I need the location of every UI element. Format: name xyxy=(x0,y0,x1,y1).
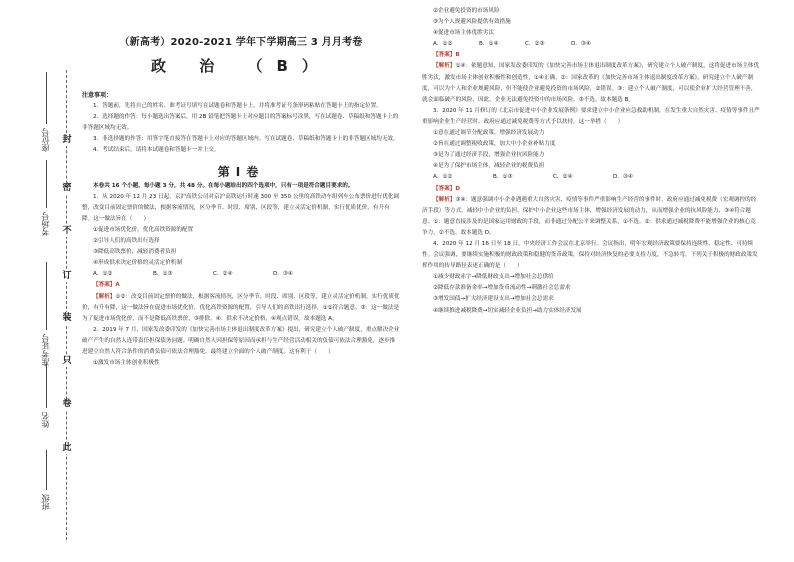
field-line xyxy=(46,364,47,408)
choice-b: B．①④ xyxy=(479,41,499,48)
explanation-tag: 【解析】 xyxy=(433,63,456,70)
field-seat-number: 座位号 xyxy=(41,128,50,152)
question-2-choices xyxy=(422,39,760,50)
field-line xyxy=(46,450,47,490)
question-1-explanation xyxy=(82,292,400,325)
question-2-option: ②企业避免投资的市场风险 xyxy=(433,8,500,14)
choice-b: B．①③ xyxy=(153,271,173,278)
question-3-option: ②旨在通过调整税收政策，加大中小企业补贴力度 xyxy=(433,141,556,148)
question-3-option: ①意在通过调节分配政策，增强经济发展动力 xyxy=(433,130,545,137)
choice-b: B．①③ xyxy=(493,174,513,181)
seal-char: 订 xyxy=(60,270,74,282)
question-3-stem: 3．2020 年 11 月修订的《北京市促进中小企业发展条例》要求建立中小企业应急救助机制，在发生重大自然灾害、疫情等事件且严重影响企业生产经营时，政府应通过减免税费等方式予以扶持。这一举措（ ） xyxy=(422,107,760,125)
question-2-option: ①激发市场主体创业积极性 xyxy=(93,360,160,367)
question-2-explanation xyxy=(422,61,760,105)
question-3-option: ④是为了保护市场主体，减轻企业的税费负担 xyxy=(433,163,545,170)
explanation-text: ③④：题意强调中小企业遇遇重大自然灾害、疫情等事件严重影响生产经营的事件时，政府应通过减免税费（宏观调控的经济手段）等方式，减轻中小企业的负担，保护中小企业这些市场主体，增强经济发展的动力，从而增强企业的抗风险能力，③④符合题意。①：题意直接涉及的是国家运用财政的手段，而非通过分配公平来调整关系，①不选。②：供求通过减税降费不能增强企业的核心竞争力，②不选。故本题选 D。 xyxy=(422,196,757,236)
question-2-stem: 2．2019 年 7 月，国家发改委印发的《加快完善市场主体退出制度改革方案》提出，研究建立个人破产制度，重点解决企业破产产生的自然人连带责任担保债务问题。明确自然人因担保等原因而承担与生产经营活动相关的负债可依法合理豁免，逐步推进建立自然人符合条件的消费负债可依法合理豁免，最终建立全面的个人破产制度。这有利于（ ） xyxy=(82,326,400,355)
choice-c: C．②④ xyxy=(213,271,233,278)
notes-item: 1．答题前，先将自己的姓名、准考证号填写在试题卷和答题卡上，并将准考证号条形码粘贴在答题卡上的指定位置。 xyxy=(93,103,382,110)
question-4-stem: 4．2020 年 12 月 16 日至 18 日，中央经济工作会议在北京举行。会议指出，明年宏观经济政策要保持连续性、稳定性、可持续性。会议强调，要继续实施积极的财政政策和稳健的货币政策，保持对经济恢复的必要支持力度，不急转弯。下列关于积极的财政政策发挥作用的传导路径表述正确的是（ ） xyxy=(422,240,758,270)
seal-char: 不 xyxy=(60,225,74,237)
section-instruction: 本卷共 16 个小题，每小题 3 分，共 48 分。在每小题给出的四个选项中，只有一项是符合题目要求的。 xyxy=(93,182,354,189)
choice-a: A．①② xyxy=(433,174,453,181)
seal-char: 密 xyxy=(60,182,74,194)
explanation-text: ①④：依题意知，国家发改委印发的《加快完善市场主体退出制度改革方案》，研究建立个人破产制度，这将促进市场主体优胜劣汰，激发市场主体创业积极性和创造性，①④正确。②：国家改革的《加快完善市场主体退出制度改革方案》，研究建立个人破产制度，可以为个人和企业规避风险，但不能使企业避免投资的市场风险，②错误。③：建立个人破产制度，可以使企业扩大经营管理不善，就会面临破产的风险，因此，企业无法避免投资中的市场风险，③不选。故本题选 B。 xyxy=(422,63,760,103)
notes-item: 3．非选择题的作答：用签字笔直接答在答题卡上对应的答题区域内。写在试题卷、草稿纸和答题卡上的非答题区域均无效。 xyxy=(93,136,399,143)
right-column xyxy=(422,0,760,317)
choice-a: A．①② xyxy=(433,41,453,48)
explanation-tag: 【解析】 xyxy=(433,196,456,203)
choice-a: A．①② xyxy=(93,271,113,278)
subject-title: 政 治 （B） xyxy=(151,57,331,75)
field-name: 姓名 xyxy=(41,412,50,428)
question-1-choices xyxy=(82,269,400,280)
question-1-option: ④形成供求决定价格的灵活定价机制 xyxy=(93,260,182,267)
question-1-option: ①促进市场优化价，优化高铁资源的配置 xyxy=(93,226,194,233)
section-title: 第Ⅰ卷 xyxy=(217,164,265,179)
field-admission-number: 准考证号 xyxy=(41,334,50,366)
left-column xyxy=(82,0,400,369)
seal-char: 封 xyxy=(60,134,74,146)
notes-item: 2．选择题的作答：每小题选出答案后，用 2B 铅笔把答题卡上对应题目的答案标号涂黑，写在试题卷、草稿纸和答题卡上的非答题区域均无效。 xyxy=(82,114,399,132)
seal-char: 只 xyxy=(60,355,74,367)
explanation-tag: 【解析】 xyxy=(93,293,116,300)
question-3-choices xyxy=(422,172,760,183)
question-1-option: ③降低高铁票价，减轻消费者负担 xyxy=(93,249,177,256)
field-line xyxy=(46,160,47,208)
question-4-option: ③增发国债→扩大经济建设支出→增加社会总需求 xyxy=(433,296,554,303)
choice-d: D．③④ xyxy=(613,174,633,181)
explanation-text: ①②：改变目前固定票价的做法，根据客流情况，区分季节、时段、席别、区段等，建立灵活定价机制，实行优质优价，有升有降，这一做法旨在促进市场优化价，优化高铁资源的配置，引导人们的高铁出行选择，①②符合题意。③：这一做法是为了促进市场优化价，而不是降低高铁票价，③排除。④：供求不决定价格，④观点错误。故本题选 A。 xyxy=(82,293,400,322)
field-class: 班级 xyxy=(41,494,50,510)
seal-char: 此 xyxy=(60,442,74,454)
question-2-answer: 【答案】B xyxy=(433,52,460,59)
question-2-option: ④促进市场主体优胜劣汰 xyxy=(433,30,494,37)
question-1-option: ②引导人们的高铁出行选择 xyxy=(93,238,160,245)
choice-c: C．②④ xyxy=(553,174,573,181)
field-exam-room: 考场号 xyxy=(41,212,50,236)
question-4-option: ①减少财政赤字→降低财政支出→增加社会总供给 xyxy=(433,274,554,281)
question-3-explanation xyxy=(422,195,760,239)
choice-d: D．③④ xyxy=(273,271,293,278)
field-line xyxy=(46,262,47,330)
field-line xyxy=(46,72,47,124)
notes-heading: 注意事项： xyxy=(82,92,113,99)
question-2-option: ③为个人规避风险提供有效措施 xyxy=(433,19,511,26)
question-4-option: ②降低存款准备金率→增加货币流动性→刺激社会总需求 xyxy=(433,285,571,292)
exam-title: （新高考）2020-2021 学年下学期高三 3 月月考卷 xyxy=(119,37,363,48)
notes-item: 4．考试结束后，请将本试题卷和答题卡一并上交。 xyxy=(93,147,220,154)
question-4-option: ④继续推进减税降费→切实减轻企业负担→助力实体经济发展 xyxy=(433,307,582,314)
question-1-stem: 1．从 2020 年 12 月 23 日起，京沪高铁公司对京沪高铁运行时速 300 至 350 公里的高铁动车组列车公布票价进行优化调整，改变目前固定票价的做法，根据客流情况，区分季节、时段、席别、区段等，建立灵活定价机制，实行优质优价，有升有降。这一做法旨在（ ） xyxy=(82,193,400,222)
choice-d: D．③④ xyxy=(571,41,591,48)
question-3-answer: 【答案】D xyxy=(433,185,461,192)
question-3-option: ③是为了通过经济手段，增强企业抗风险能力 xyxy=(433,152,545,159)
choice-c: C．②③ xyxy=(525,41,545,48)
question-1-answer: 【答案】A xyxy=(93,282,120,289)
seal-char: 装 xyxy=(60,312,74,324)
seal-char: 卷 xyxy=(60,398,74,410)
